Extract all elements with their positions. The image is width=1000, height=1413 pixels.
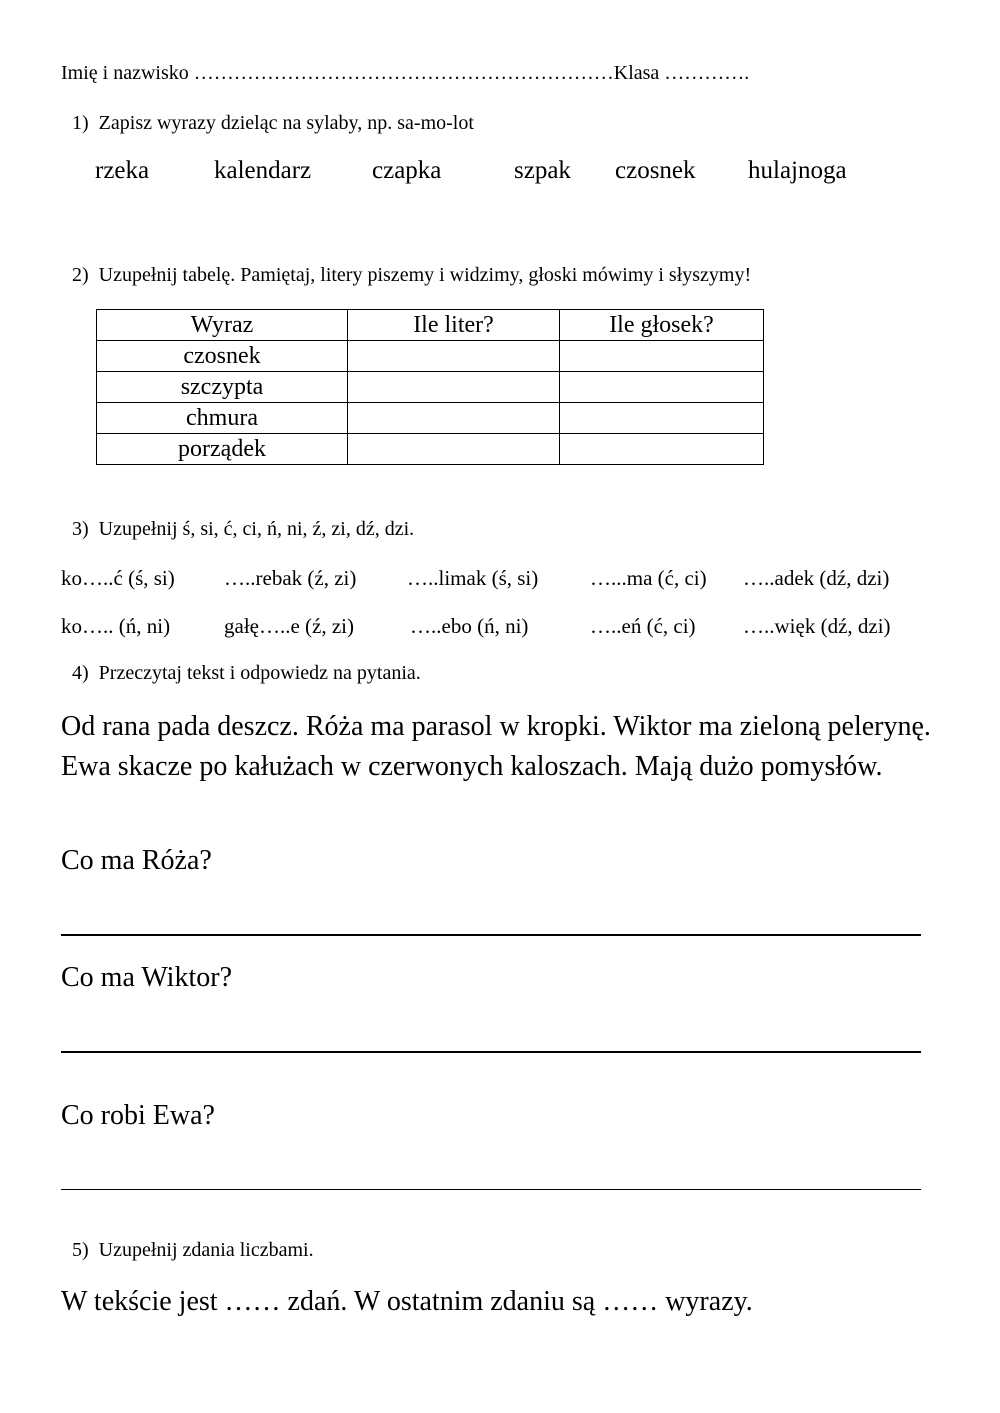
table-row [97,403,764,434]
sounds-cell[interactable] [560,341,764,372]
answer-line-1[interactable] [61,934,921,936]
answer-line-2[interactable] [61,1051,921,1053]
gap-exercise[interactable]: …..adek (dź, dzi) [743,566,890,590]
task5-instruction [72,1239,314,1262]
table-row [97,434,764,465]
question-1: Co ma Róża? [61,845,212,876]
letters-sounds-table [96,309,764,465]
task1-instruction [72,112,474,135]
row-word: chmura [97,403,348,434]
name-label: Imię i nazwisko [61,62,189,84]
answer-line-3[interactable] [61,1189,921,1190]
gap-exercise[interactable]: ko…..ć (ś, si) [61,566,175,590]
task5-text: Uzupełnij zdania liczbami. [98,1239,314,1261]
task3-number: 3) [72,518,89,540]
table-header-row [97,310,764,341]
task3-instruction [72,518,414,541]
header-sounds: Ile głosek? [560,310,764,341]
syllable-word: hulajnoga [748,157,847,184]
task2-text: Uzupełnij tabelę. Pamiętaj, litery piszemy i widzimy, głoski mówimy i słyszymy! [98,264,752,286]
gap-exercise[interactable]: …..ebo (ń, ni) [410,614,529,638]
reading-text: Od rana pada deszcz. Róża ma parasol w kropki. Wiktor ma zieloną pelerynę. Ewa skacze po kałużach w czerwonych kaloszach. Mają dużo pomysłów. [61,711,931,782]
task4-number: 4) [72,662,89,684]
syllable-word: czosnek [615,157,696,184]
task2-number: 2) [72,264,89,286]
task2-instruction [72,264,751,287]
fill-numbers-sentence[interactable]: W tekście jest …… zdań. W ostatnim zdaniu są …… wyrazy. [61,1286,753,1317]
task1-text: Zapisz wyrazy dzieląc na sylaby, np. sa-mo-lot [98,112,474,134]
gap-exercise[interactable]: …..eń (ć, ci) [590,614,696,638]
gap-exercise[interactable]: …..więk (dź, dzi) [743,614,891,638]
task4-instruction [72,662,421,685]
syllable-word: szpak [514,157,571,184]
class-label: Klasa [613,62,660,84]
row-word: porządek [97,434,348,465]
table-row [97,372,764,403]
gap-exercise[interactable]: …..limak (ś, si) [407,566,539,590]
syllable-word: rzeka [95,157,150,184]
sounds-cell[interactable] [560,403,764,434]
letters-cell[interactable] [348,403,560,434]
sounds-cell[interactable] [560,434,764,465]
task5-number: 5) [72,1239,89,1261]
sounds-cell[interactable] [560,372,764,403]
letters-cell[interactable] [348,341,560,372]
gap-exercise[interactable]: gałę…..e (ź, zi) [224,614,355,638]
task3-text: Uzupełnij ś, si, ć, ci, ń, ni, ź, zi, dź, dzi. [98,518,415,540]
name-field[interactable]: ……………………………………………………… [193,62,614,84]
gap-exercise[interactable]: …..rebak (ź, zi) [224,566,357,590]
task4-text: Przeczytaj tekst i odpowiedz na pytania. [98,662,421,684]
gap-exercise[interactable]: …...ma (ć, ci) [590,566,707,590]
letters-cell[interactable] [348,372,560,403]
gap-exercise[interactable]: ko….. (ń, ni) [61,614,171,638]
task1-number: 1) [72,112,89,134]
letters-cell[interactable] [348,434,560,465]
syllable-word: kalendarz [214,157,312,184]
row-word: czosnek [97,341,348,372]
header-letters: Ile liter? [348,310,560,341]
syllable-word: czapka [372,157,442,184]
table-row [97,341,764,372]
name-class-line [61,62,749,85]
class-field[interactable]: …………. [664,62,750,84]
row-word: szczypta [97,372,348,403]
question-2: Co ma Wiktor? [61,962,232,993]
question-3: Co robi Ewa? [61,1100,215,1131]
header-word: Wyraz [97,310,348,341]
